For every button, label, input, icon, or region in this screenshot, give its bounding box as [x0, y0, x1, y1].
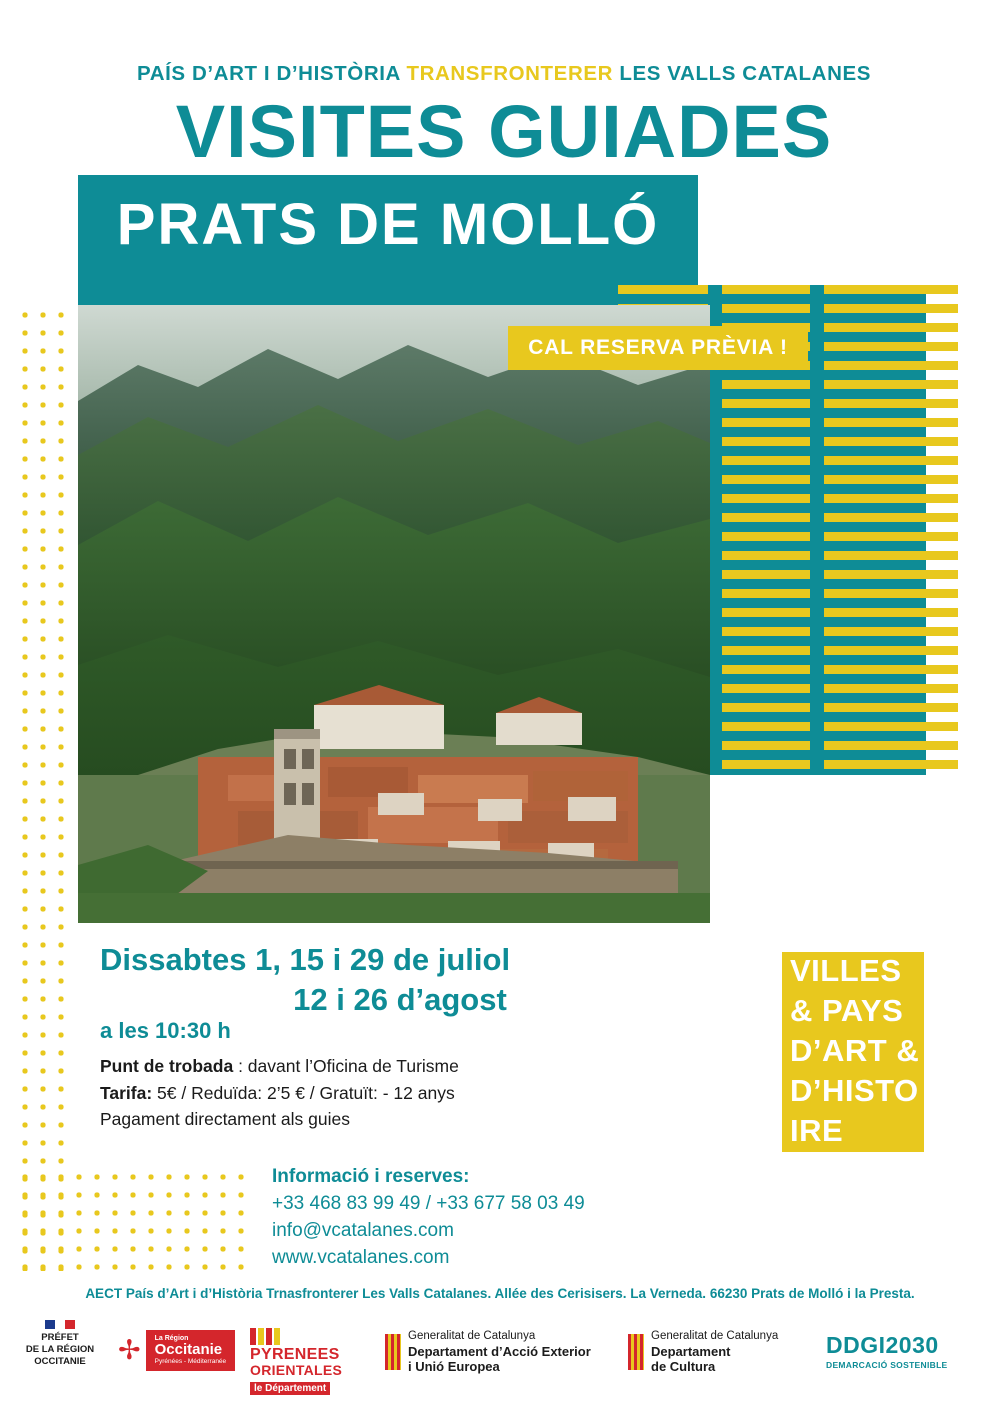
ddgi-name: DDGI2030	[826, 1332, 939, 1358]
gen-cultura-line-3: de Cultura	[651, 1359, 716, 1375]
photo-prats-de-mollo	[78, 305, 710, 923]
po-line-1: PYRENEES	[250, 1346, 340, 1363]
contact-website[interactable]: www.vcatalanes.com	[272, 1246, 450, 1268]
occitanie-cross-icon: ✢	[118, 1334, 141, 1365]
contact-email[interactable]: info@vcatalanes.com	[272, 1219, 454, 1241]
page-title: VISITES GUIADES	[175, 90, 833, 173]
price-row	[100, 1080, 720, 1107]
vpah-line-4: D’HISTO	[790, 1073, 919, 1108]
po-line-2: ORIENTALES	[250, 1362, 343, 1379]
contact-block	[272, 1164, 792, 1272]
gen-accio-line-3: i Unió Europea	[408, 1359, 500, 1375]
dot-pattern-bottom	[16, 1168, 256, 1273]
status-badge: CAL RESERVA PRÈVIA !	[508, 326, 808, 370]
prefet-line-2: DE LA RÉGION	[25, 1344, 95, 1356]
vpah-logo	[782, 952, 924, 1152]
vpah-line-1: VILLES	[790, 953, 902, 988]
footer-address: AECT País d’Art i d’Història Trnasfronterer Les Valls Catalanes. Allée des Cerisisers. La Verneda. 66230 Prats de Molló i la Presta.	[85, 1286, 915, 1301]
french-flag-icon	[45, 1320, 75, 1329]
stripe-block	[810, 285, 824, 775]
vpah-line-5: IRE	[790, 1113, 844, 1148]
visit-dates	[100, 940, 700, 1019]
gen-accio-line-1: Generalitat de Catalunya	[408, 1330, 536, 1342]
occitanie-name: Occitanie	[154, 1341, 223, 1358]
dot-pattern-left	[16, 306, 68, 1271]
logo-generalitat-cultura	[628, 1330, 778, 1375]
page-subtitle: PRATS DE MOLLÓ	[78, 196, 698, 254]
senyera-icon	[628, 1334, 644, 1370]
photo-illustration	[78, 305, 710, 923]
meeting-point-value: : davant l’Oficina de Turisme	[233, 1056, 459, 1076]
occitanie-wordmark	[146, 1330, 236, 1371]
ddgi-tagline: DEMARCACIÓ SOSTENIBLE	[826, 1360, 948, 1370]
occitanie-sub: Pyrénées - Méditerranée	[154, 1357, 227, 1365]
contact-phones[interactable]: +33 468 83 99 49 / +33 677 58 03 49	[272, 1192, 585, 1214]
vpah-line-2: & PAYS	[790, 993, 904, 1028]
senyera-icon	[385, 1334, 401, 1370]
prefet-line-1: PRÉFET	[41, 1332, 79, 1343]
po-bars-icon	[250, 1328, 342, 1345]
prefet-line-3: OCCITANIE	[34, 1356, 86, 1368]
logo-ddgi2030	[826, 1334, 948, 1370]
stripe-block	[926, 285, 958, 775]
meeting-point-row	[100, 1053, 720, 1080]
visit-details	[100, 1053, 720, 1133]
po-line-3: le Département	[250, 1382, 330, 1395]
gen-cultura-line-1: Generalitat de Catalunya	[651, 1330, 779, 1342]
dates-line-1: Dissabtes 1, 15 i 29 de juliol	[100, 942, 511, 977]
gen-cultura-line-2: Departament	[651, 1343, 731, 1359]
kicker-part3: LES VALLS CATALANES	[619, 62, 872, 85]
kicker-part1: PAÍS D’ART I D’HISTÒRIA	[136, 62, 407, 85]
logo-generalitat-accio-exterior	[385, 1330, 591, 1375]
logo-prefet-occitanie	[14, 1320, 106, 1368]
occitanie-small: La Région	[154, 1335, 189, 1342]
stripe-block	[824, 285, 926, 775]
logo-region-occitanie	[118, 1330, 235, 1371]
payment-note: Pagament directament als guies	[100, 1109, 350, 1130]
contact-heading: Informació i reserves:	[272, 1166, 470, 1187]
meeting-point-label: Punt de trobada	[100, 1056, 234, 1076]
kicker-part2: TRANSFRONTERER	[406, 62, 620, 85]
visit-hour: a les 10:30 h	[100, 1018, 231, 1043]
gen-accio-line-2: Departament d’Acció Exterior	[408, 1343, 591, 1359]
logo-pyrenees-orientales	[250, 1328, 342, 1396]
poster-kicker	[84, 62, 924, 86]
price-label: Tarifa:	[100, 1082, 153, 1103]
footer-logos	[0, 1312, 1000, 1402]
vpah-line-3: D’ART &	[790, 1033, 920, 1068]
dates-line-2: 12 i 26 d’agost	[293, 981, 507, 1017]
price-value: 5€ / Reduïda: 2’5 € / Gratuït: - 12 anys	[152, 1082, 455, 1103]
